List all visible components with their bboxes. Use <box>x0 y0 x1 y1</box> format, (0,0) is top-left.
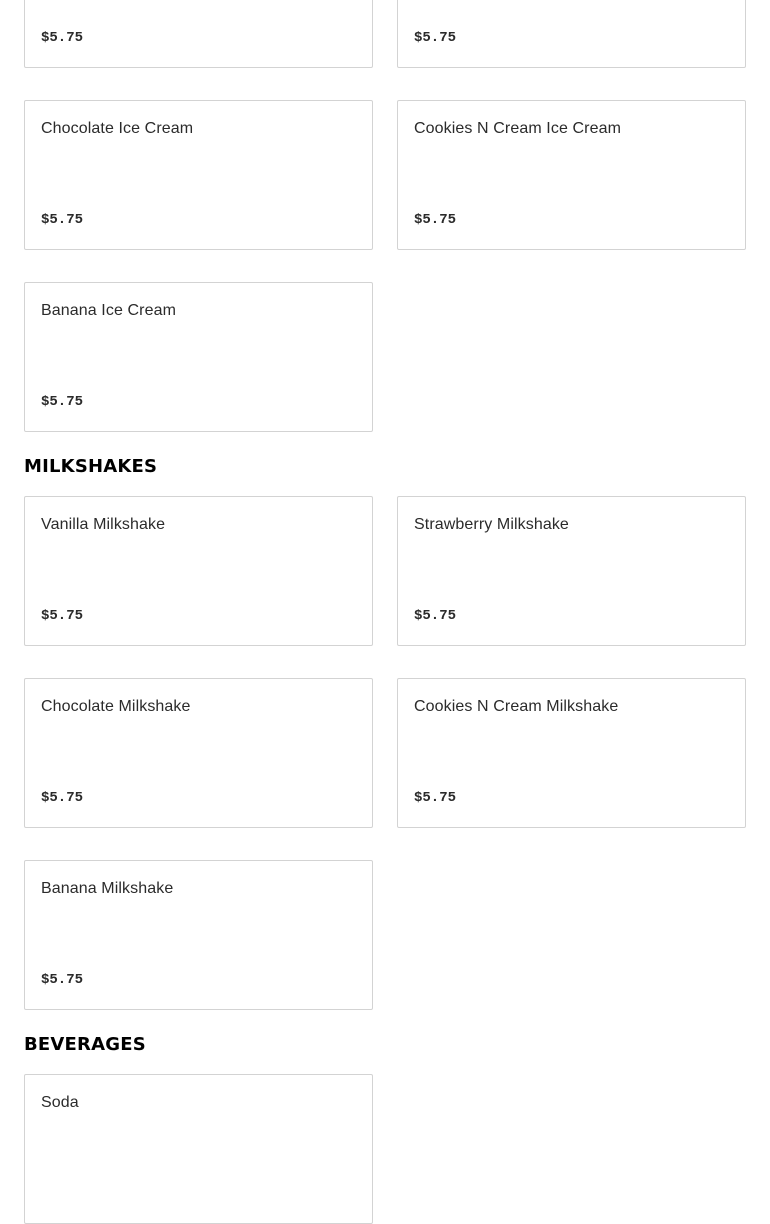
menu-item-price: $5.75 <box>414 30 457 46</box>
menu-item-price: $5.75 <box>414 212 457 228</box>
menu-item-name: Banana Ice Cream <box>41 302 177 319</box>
menu-item-name: Banana Milkshake <box>41 880 174 897</box>
menu-item-card[interactable] <box>24 678 373 828</box>
menu-item-card[interactable] <box>397 100 746 250</box>
menu-item-price: $5.75 <box>41 212 84 228</box>
menu-item-price: $5.75 <box>41 608 84 624</box>
menu-item-card[interactable] <box>24 496 373 646</box>
menu-item-price: $5.75 <box>41 30 84 46</box>
menu-item-name: Soda <box>41 1094 79 1111</box>
menu-item-name: Chocolate Milkshake <box>41 698 191 715</box>
menu-item-price: $5.75 <box>41 972 84 988</box>
section-heading-beverages: BEVERAGES <box>24 1034 146 1055</box>
menu-item-price: $5.75 <box>41 394 84 410</box>
menu-item-card[interactable] <box>24 282 373 432</box>
menu-item-card[interactable] <box>24 0 373 68</box>
menu-item-name: Cookies N Cream Ice Cream <box>414 120 621 137</box>
menu-item-card[interactable] <box>397 0 746 68</box>
menu-item-price: $5.75 <box>41 790 84 806</box>
menu-item-card[interactable] <box>24 1074 373 1224</box>
menu-item-card[interactable] <box>24 860 373 1010</box>
menu-item-name: Chocolate Ice Cream <box>41 120 194 137</box>
menu-item-name: Vanilla Milkshake <box>41 516 166 533</box>
menu-item-name: Strawberry Milkshake <box>414 516 569 533</box>
menu-item-price: $5.75 <box>414 790 457 806</box>
section-heading-milkshakes: MILKSHAKES <box>24 456 158 477</box>
menu-item-card[interactable] <box>397 678 746 828</box>
menu-item-card[interactable] <box>397 496 746 646</box>
menu-item-name: Cookies N Cream Milkshake <box>414 698 619 715</box>
menu-item-price: $5.75 <box>414 608 457 624</box>
menu-item-card[interactable] <box>24 100 373 250</box>
